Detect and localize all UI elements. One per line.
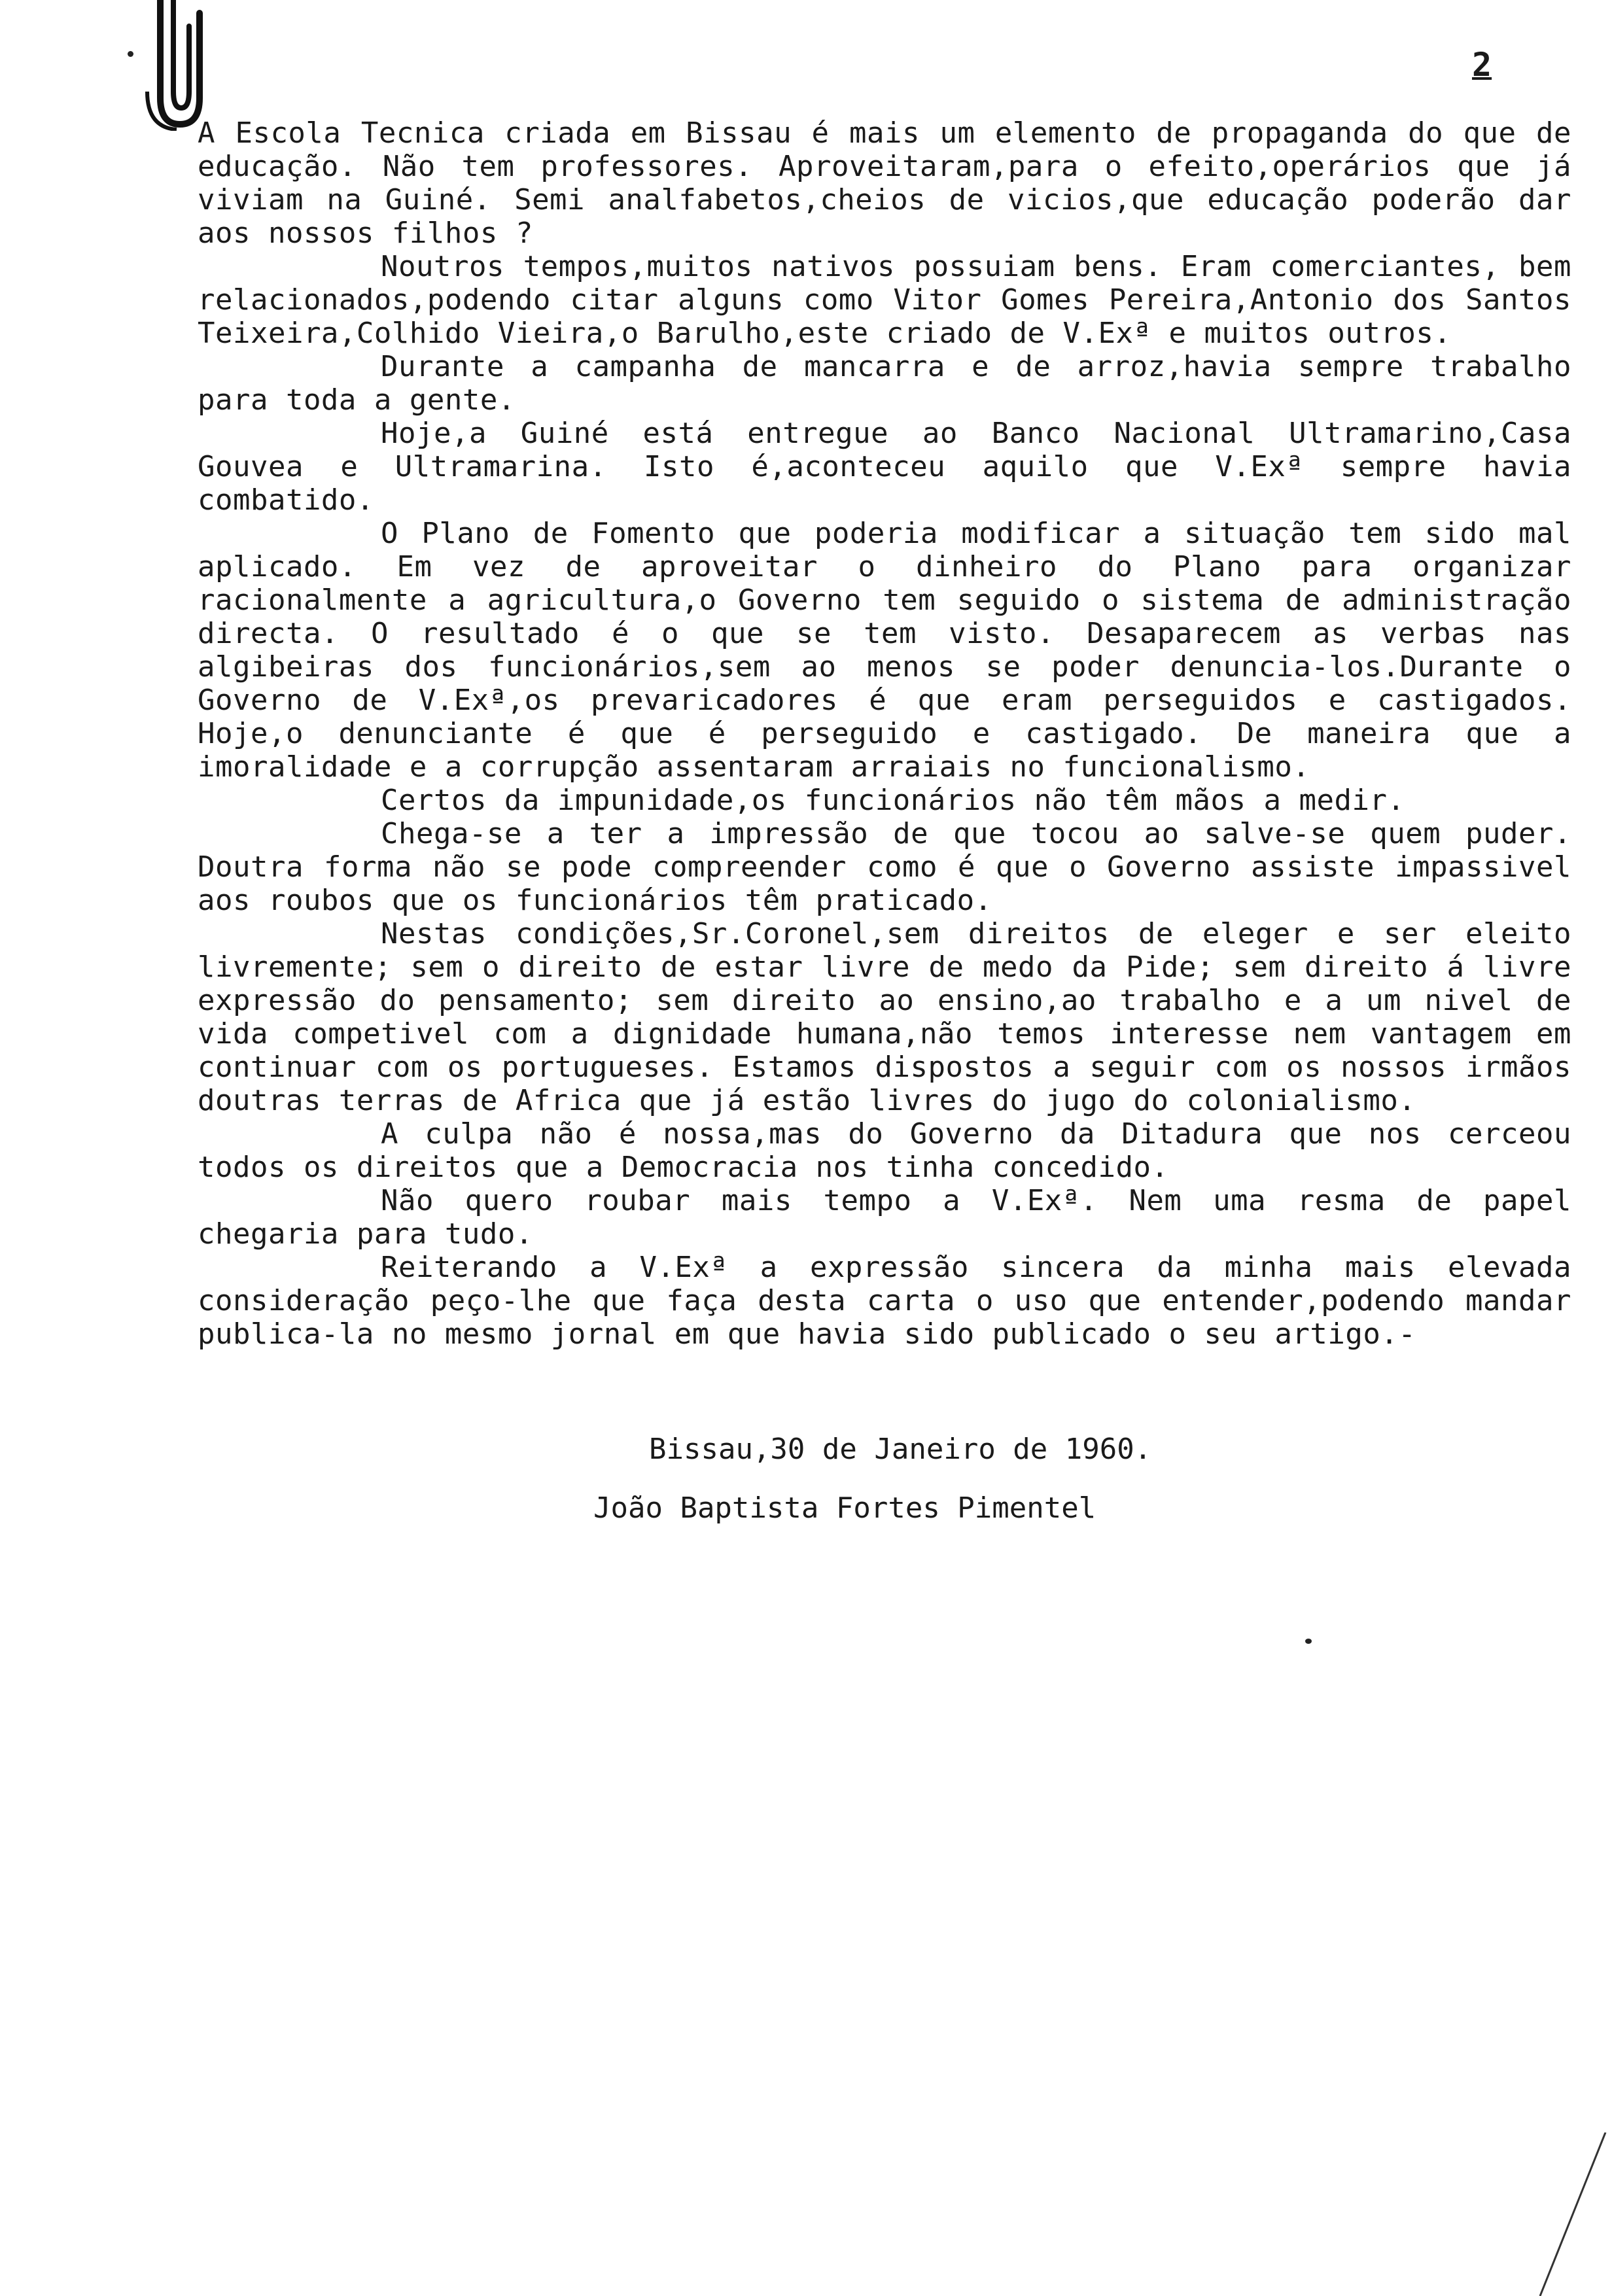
paragraph-nestas-condicoes: Nestas condições,Sr.Coronel,sem direitos de eleger e ser eleito livremente; sem o direito de estar livre de medo da Pide; sem direito á livre expressão do pensamento; sem direito ao ensino,ao trabalho e a um nivel de vida competivel com a dignidade humana,não temos interesse nem vantagem em continuar com os portugueses. Estamos dispostos a seguir com os nossos irmãos doutras terras de Africa que já estão livres do jugo do colonialismo. bbox=[198, 917, 1571, 1117]
paragraph-culpa: A culpa não é nossa,mas do Governo da Ditadura que nos cerceou todos os direitos que a Democracia nos tinha concedido. bbox=[198, 1117, 1571, 1184]
paragraph-escola-tecnica: A Escola Tecnica criada em Bissau é mais um elemento de propaganda do que de educação. Não tem professores. Aproveitaram,para o efeito,operários que já viviam na Guiné. Semi analfabetos,cheios de vicios,que educação poderão dar aos nossos filhos ? bbox=[198, 116, 1571, 250]
paragraph-noutros-tempos: Noutros tempos,muitos nativos possuiam bens. Eram comerciantes, bem relacionados,podendo citar alguns como Vitor Gomes Pereira,Antonio dos Santos Teixeira,Colhido Vieira,o Barulho,este criado de V.Exª e muitos outros. bbox=[198, 250, 1571, 350]
paragraph-reiterando: Reiterando a V.Exª a expressão sincera da minha mais elevada consideração peço-lhe que faça desta carta o uso que entender,podendo mandar publica-la no mesmo jornal em que havia sido publicado o seu artigo.- bbox=[198, 1251, 1571, 1351]
scan-edge-mark bbox=[1527, 2132, 1612, 2296]
paragraph-campanha: Durante a campanha de mancarra e de arroz,havia sempre trabalho para toda a gente. bbox=[198, 350, 1571, 417]
paragraph-impunidade: Certos da impunidade,os funcionários não têm mãos a medir. bbox=[381, 784, 1405, 817]
ink-speck bbox=[128, 51, 133, 57]
paragraph-salve-se: Chega-se a ter a impressão de que tocou ao salve-se quem puder. Doutra forma não se pode compreender como é que o Governo assiste impassivel aos roubos que os funcionários têm praticado. bbox=[198, 817, 1571, 917]
signature-name: João Baptista Fortes Pimentel bbox=[593, 1491, 1096, 1525]
ink-speck bbox=[1305, 1639, 1312, 1644]
paragraph-nao-quero: Não quero roubar mais tempo a V.Exª. Nem uma resma de papel chegaria para tudo. bbox=[198, 1184, 1571, 1251]
paragraph-plano-fomento: O Plano de Fomento que poderia modificar a situação tem sido mal aplicado. Em vez de aproveitar o dinheiro do Plano para organizar racionalmente a agricultura,o Governo tem seguido o sistema de administração directa. O resultado é o que se tem visto. Desaparecem as verbas nas algibeiras dos funcionários,sem ao menos se poder denuncia-los.Durante o Governo de V.Exª,os prevaricadores é que eram perseguidos e castigados. Hoje,o denunciante é que é perseguido e castigado. De maneira que a imoralidade e a corrupção assentaram arraiais no funcionalismo. bbox=[198, 517, 1571, 784]
page-number: 2 bbox=[1472, 46, 1492, 84]
date-line: Bissau,30 de Janeiro de 1960. bbox=[649, 1433, 1152, 1466]
paragraph-hoje-guine: Hoje,a Guiné está entregue ao Banco Nacional Ultramarino,Casa Gouvea e Ultramarina. Isto é,aconteceu aquilo que V.Exª sempre havia combatido. bbox=[198, 417, 1571, 517]
paperclip-icon bbox=[141, 0, 213, 131]
letter-body bbox=[198, 116, 1571, 1351]
